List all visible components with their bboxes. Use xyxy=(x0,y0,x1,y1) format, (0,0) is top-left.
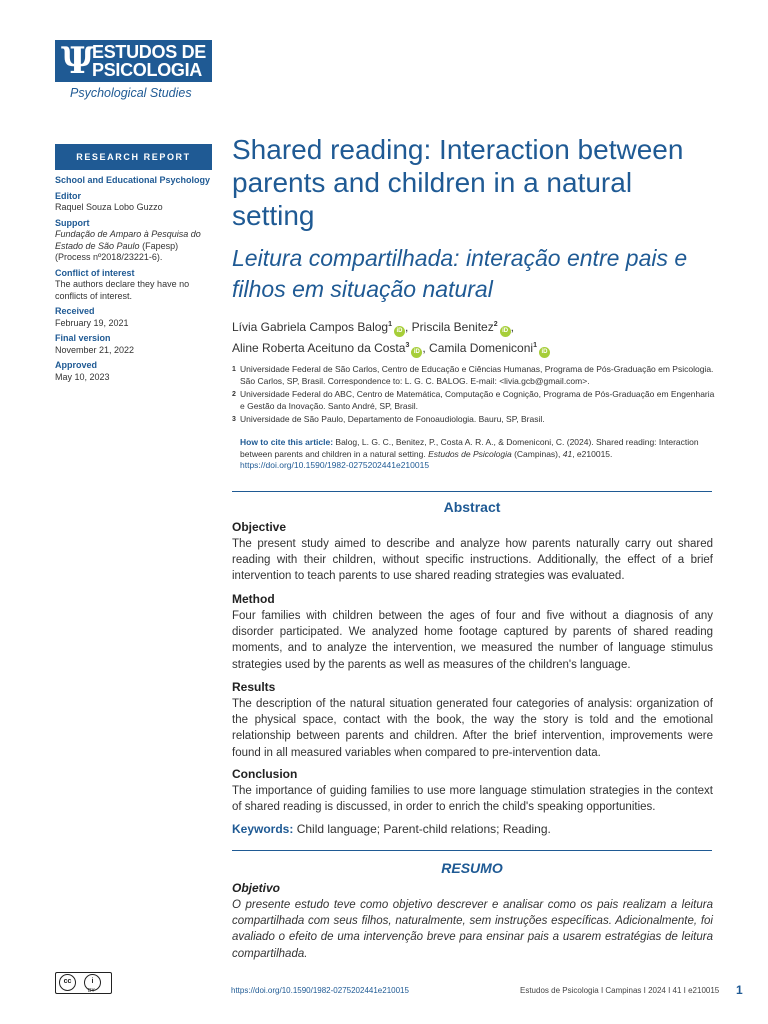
received-date: February 19, 2021 xyxy=(55,317,129,328)
objetivo-heading: Objetivo xyxy=(232,881,281,895)
author-affiliation-mark: 1 xyxy=(533,342,537,349)
conflict-label: Conflict of interest xyxy=(55,267,135,278)
affiliation-item: 3 Universidade de São Paulo, Departamento de Fonoaudiologia. Bauru, SP, Brasil. xyxy=(232,414,545,424)
received-label: Received xyxy=(55,306,95,316)
author-name: Aline Roberta Aceituno da Costa xyxy=(232,341,406,355)
orcid-icon[interactable]: iD xyxy=(539,347,550,358)
conclusion-text: The importance of guiding families to use more language stimulation strategies in the context of shared reading is discussed, in order to enrich the child's speaking opportunities. xyxy=(232,785,713,814)
logo-line-1: ESTUDOS DE xyxy=(92,42,207,62)
author-affiliation-mark: 1 xyxy=(388,321,392,328)
psi-logo-icon: Ψ xyxy=(61,40,94,82)
method-heading: Method xyxy=(232,592,275,606)
objective-text: The present study aimed to describe and analyze how parents naturally carry out shared reading with their children, without specific instructions. Additionally, the effect of a brief intervention to teach parents to use shared reading strategies was evaluated. xyxy=(232,538,713,583)
footer-doi-link[interactable]: https://doi.org/10.1590/1982-0275202441e210015 xyxy=(231,986,409,995)
abstract-divider xyxy=(232,491,712,492)
author-name: Lívia Gabriela Campos Balog xyxy=(232,320,389,334)
approved-date: May 10, 2023 xyxy=(55,371,110,382)
affiliation-list xyxy=(232,364,717,428)
orcid-icon[interactable]: iD xyxy=(411,347,422,358)
author-affiliation-mark: 3 xyxy=(405,342,410,349)
support-text: Fundação de Amparo à Pesquisa do Estado de São Paulo (Fapesp) (Process nº2018/23221-6). xyxy=(55,229,201,262)
conflict-text: The authors declare they have no conflicts of interest. xyxy=(55,279,190,301)
final-version-date: November 21, 2022 xyxy=(55,344,135,355)
footer-journal-info: Estudos de Psicologia I Campinas I 2024 I 41 I e210015 xyxy=(520,986,720,995)
editor-label: Editor xyxy=(55,190,81,201)
abstract-title: Abstract xyxy=(443,499,501,515)
editor-name: Raquel Souza Lobo Guzzo xyxy=(55,202,163,212)
support-label: Support xyxy=(55,217,90,228)
approved-label: Approved xyxy=(55,360,98,370)
sidebar-section: School and Educational Psychology xyxy=(55,175,211,185)
journal-logo xyxy=(55,40,212,82)
final-version-label: Final version xyxy=(55,333,111,343)
citation-label: How to cite this article: xyxy=(240,437,334,447)
resumo-title: RESUMO xyxy=(441,860,503,876)
page-number: 1 xyxy=(736,983,743,997)
citation-doi-link[interactable]: https://doi.org/10.1590/1982-0275202441e210015 xyxy=(240,460,430,470)
article-type-badge: RESEARCH REPORT xyxy=(55,144,212,170)
cc-icon: cc xyxy=(59,974,76,991)
keywords: Keywords: Child language; Parent-child relations; Reading. xyxy=(232,822,551,836)
orcid-icon[interactable]: iD xyxy=(394,326,405,337)
article-sidebar xyxy=(55,175,215,387)
author-name: Camila Domeniconi xyxy=(429,341,534,355)
article-subtitle: Leitura compartilhada: interação entre pais e filhos em situação natural xyxy=(232,245,688,302)
objetivo-text: O presente estudo teve como objetivo descrever e analisar como os pais realizam a leitura compartilhada com seus filhos, naturalmente, sem instruções específicas. Adicionalmente, foi avaliado o efeito de uma intervenção breve para ensinar pais a usarem estratégias de leitura compartilhada. xyxy=(232,899,713,960)
author-list: Lívia Gabriela Campos Balog$^1$iD , Priscila Benitez$^2$iD , Aline Roberta Aceituno da Costa$^3$iD , Camila Domeniconi$^1$iD xyxy=(232,316,722,358)
objective-heading: Objective xyxy=(232,520,287,534)
results-text: The description of the natural situation generated four categories of analysis: organization of the physical space, contact with the book, the way the story is told and the emotional relationship between parents and children. After the brief intervention, improvements were found in all measured variables when compared to pre-intervention data. xyxy=(232,698,713,759)
cc-by-label: BY xyxy=(88,988,95,994)
logo-line-2: PSICOLOGIA xyxy=(92,60,203,80)
author-affiliation-mark: 2 xyxy=(493,321,498,328)
article-title: Shared reading: Interaction between parents and children in a natural setting xyxy=(232,134,684,231)
logo-subtitle: Psychological Studies xyxy=(70,86,192,100)
method-text: Four families with children between the ages of four and five without a diagnosis of any disorder participated. We analyzed home footage captured by parents of shared reading moments, and to analyze the intervention, we measured the number of language stimulus strategies used by the parents as well as measures of the children's language. xyxy=(232,610,713,671)
creative-commons-badge[interactable] xyxy=(55,972,112,994)
orcid-icon[interactable]: iD xyxy=(500,326,511,337)
resumo-divider xyxy=(232,850,712,851)
author-name: Priscila Benitez xyxy=(411,320,494,334)
conclusion-heading: Conclusion xyxy=(232,767,298,781)
affiliation-item: 2 Universidade Federal do ABC, Centro de Matemática, Computação e Cognição, Programa de Pós-Graduação em Engenharia e Gestão da Inovação. Santo André, SP, Brasil. xyxy=(232,389,715,411)
attribution-icon: i xyxy=(84,974,101,991)
results-heading: Results xyxy=(232,680,276,694)
affiliation-item: 1 Universidade Federal de São Carlos, Centro de Educação e Ciências Humanas, Programa de Pós-Graduação em Psicologia. São Carlos, SP, Brasil. Correspondence to: L. G. C. BALOG. E-mail: <livia.gcb@gmail.com>. xyxy=(232,364,714,386)
keywords-label: Keywords: xyxy=(232,822,294,836)
citation-block: How to cite this article: Balog, L. G. C., Benitez, P., Costa A. R. A., & Domeniconi, C. (2024). Shared reading: Interaction between parents and children in a natural setting. Estudos de Psicologia (Campinas), 41, e210015. https://doi.org/10.1590/1982-0275202441e210015 xyxy=(240,437,699,470)
